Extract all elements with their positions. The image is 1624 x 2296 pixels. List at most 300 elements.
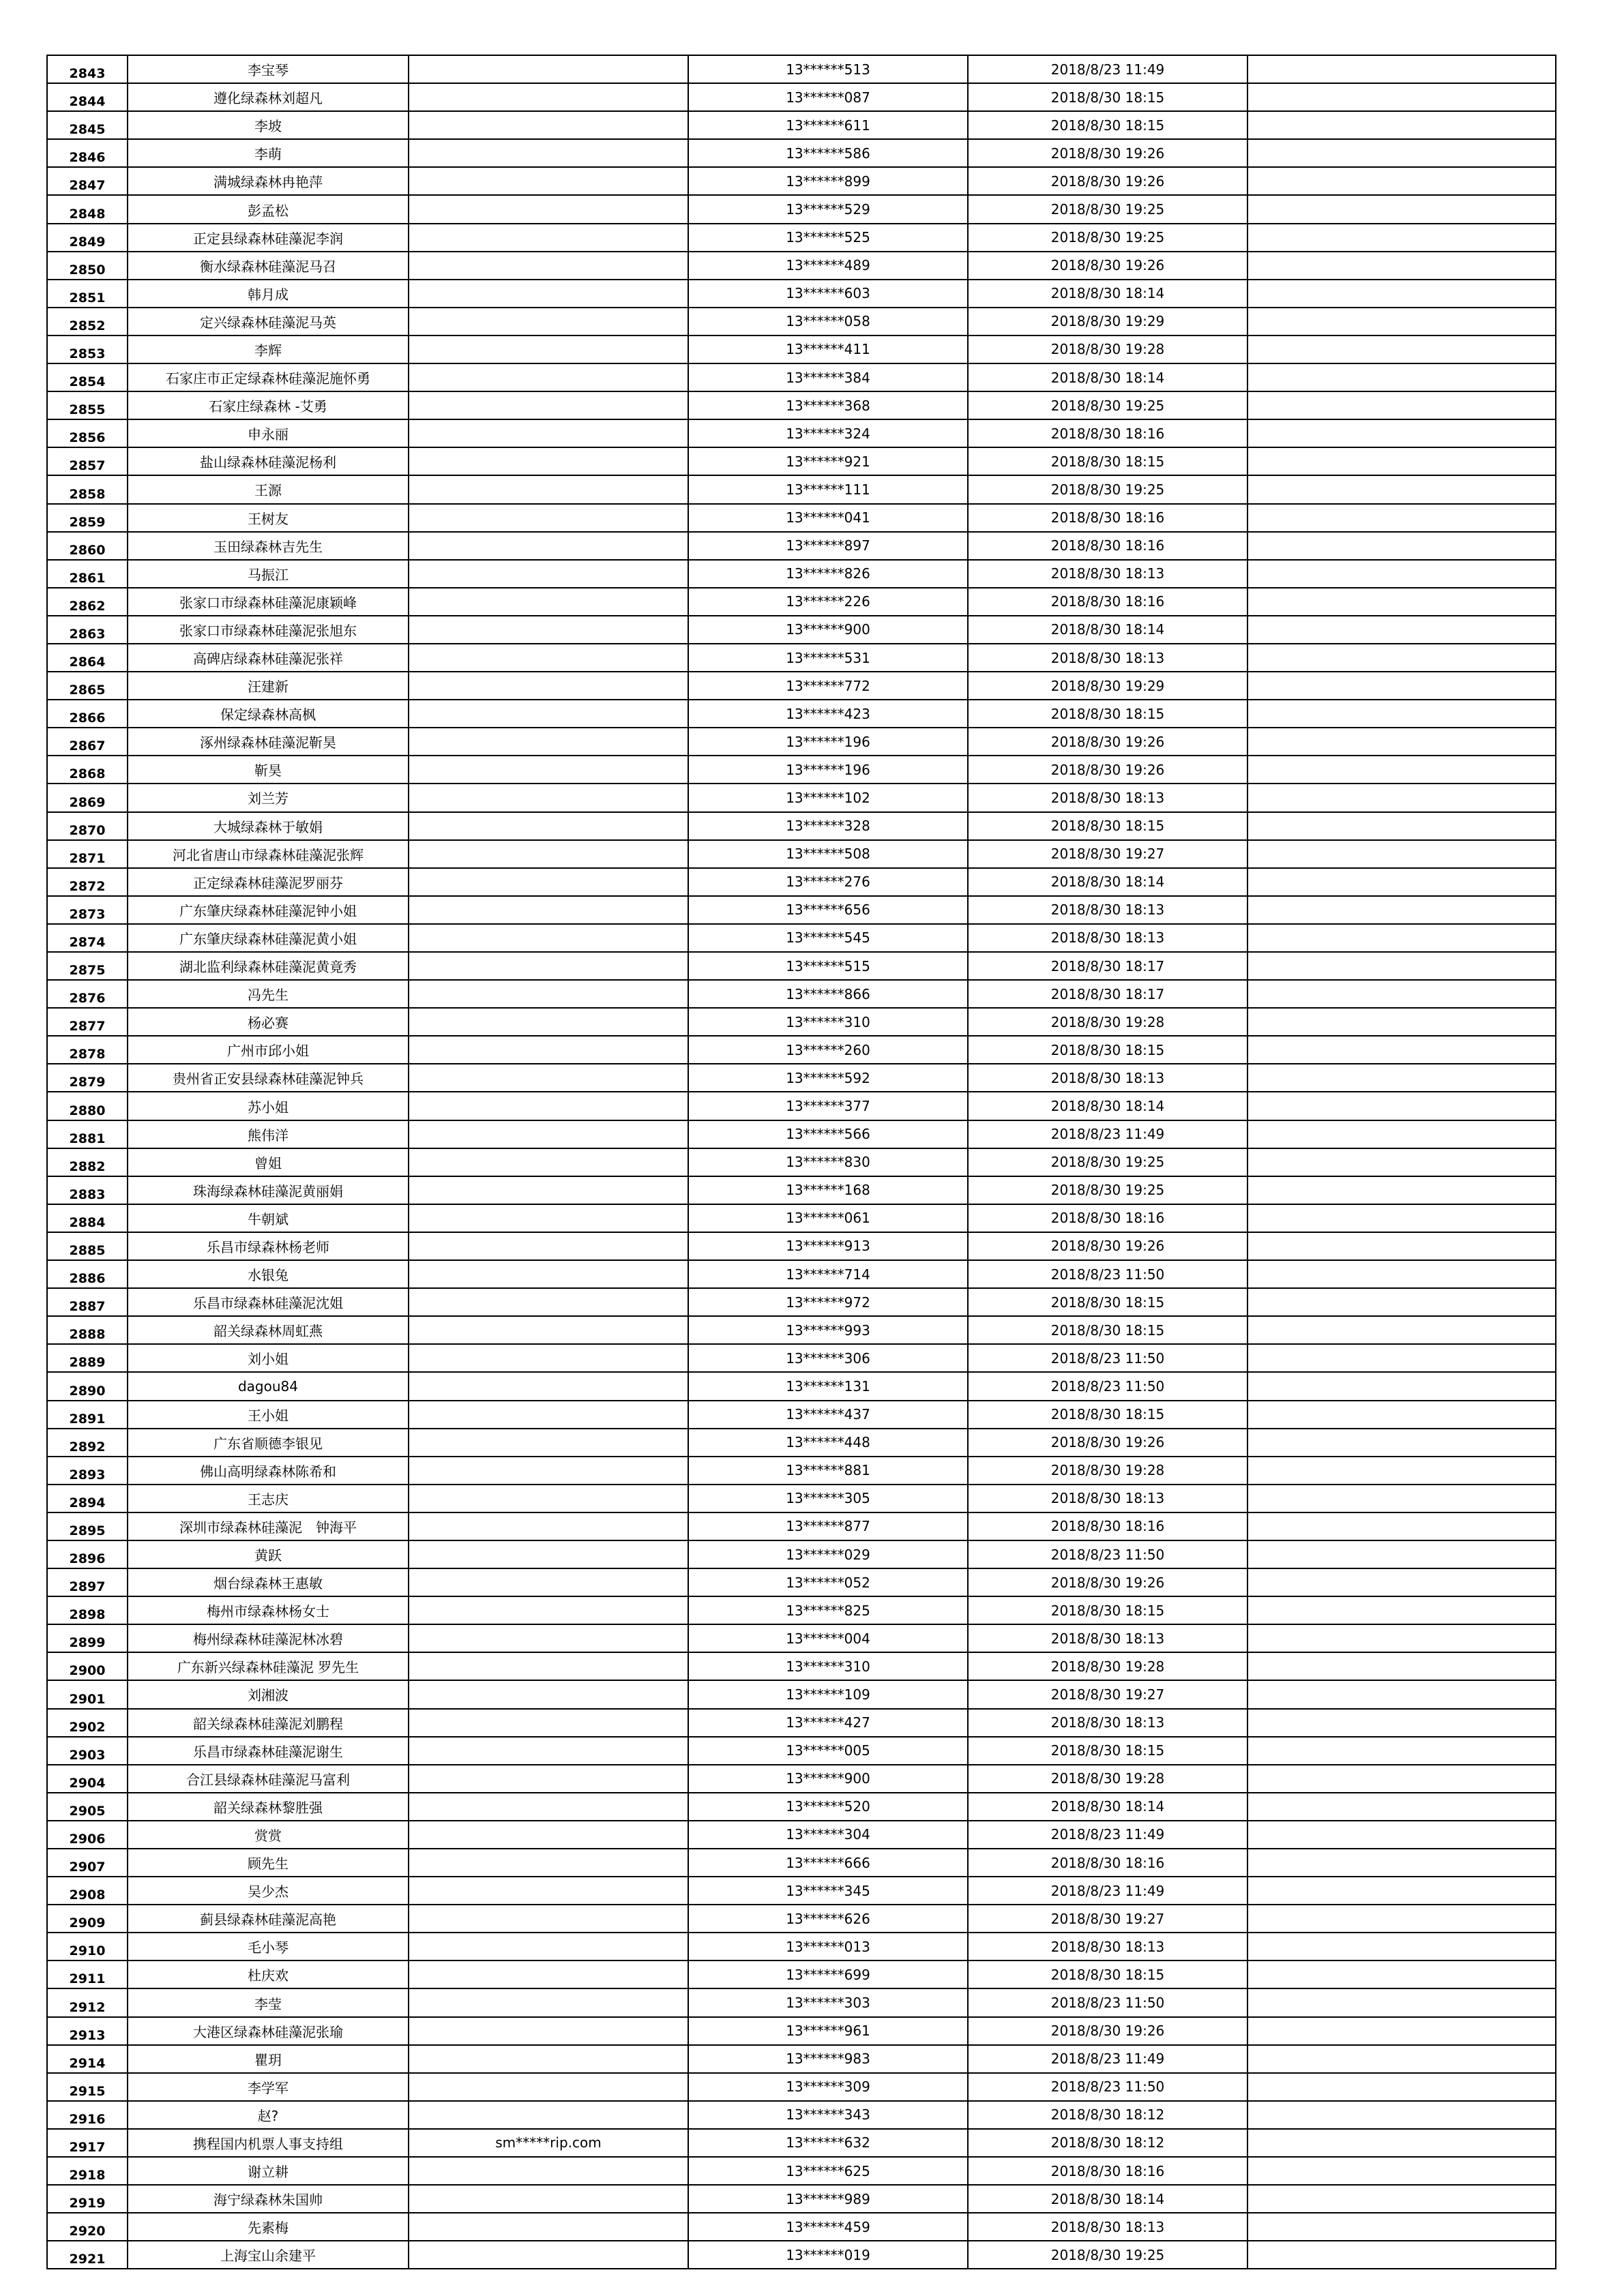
cell-extra <box>1247 2101 1556 2129</box>
cell-time: 2018/8/30 19:29 <box>968 672 1247 700</box>
cell-email <box>409 1821 688 1849</box>
cell-time: 2018/8/30 18:16 <box>968 1204 1247 1232</box>
cell-email <box>409 896 688 924</box>
cell-phone: 13******545 <box>688 924 968 952</box>
cell-phone: 13******826 <box>688 560 968 588</box>
cell-email <box>409 475 688 503</box>
cell-no: 2871 <box>47 840 128 868</box>
cell-no: 2856 <box>47 419 128 447</box>
cell-name: 珠海绿森林硅藻泥黄丽娟 <box>128 1176 409 1204</box>
cell-time: 2018/8/30 18:13 <box>968 560 1247 588</box>
cell-name: 赏赏 <box>128 1821 409 1849</box>
cell-time: 2018/8/30 19:25 <box>968 391 1247 419</box>
cell-time: 2018/8/30 19:26 <box>968 1232 1247 1260</box>
cell-no: 2890 <box>47 1372 128 1400</box>
cell-extra <box>1247 812 1556 840</box>
cell-email <box>409 504 688 532</box>
cell-phone: 13******993 <box>688 1316 968 1344</box>
cell-no: 2859 <box>47 504 128 532</box>
cell-email <box>409 1401 688 1429</box>
cell-email <box>409 756 688 784</box>
table-row <box>47 83 1556 111</box>
cell-extra <box>1247 2129 1556 2157</box>
cell-no: 2912 <box>47 1988 128 2016</box>
table-row <box>47 1372 1556 1400</box>
cell-no: 2895 <box>47 1512 128 1540</box>
cell-no: 2886 <box>47 1260 128 1288</box>
table-row <box>47 280 1556 308</box>
table-row <box>47 2213 1556 2241</box>
cell-name: 高碑店绿森林硅藻泥张祥 <box>128 644 409 672</box>
cell-name: 张家口市绿森林硅藻泥张旭东 <box>128 616 409 644</box>
cell-email <box>409 2045 688 2073</box>
table-row <box>47 1933 1556 1960</box>
cell-time: 2018/8/30 18:15 <box>968 1316 1247 1344</box>
cell-time: 2018/8/30 18:14 <box>968 363 1247 391</box>
cell-extra <box>1247 1232 1556 1260</box>
table-row <box>47 980 1556 1008</box>
table-row <box>47 2045 1556 2073</box>
cell-no: 2910 <box>47 1933 128 1960</box>
cell-extra <box>1247 756 1556 784</box>
cell-phone: 13******899 <box>688 167 968 195</box>
cell-extra <box>1247 447 1556 475</box>
cell-no: 2896 <box>47 1540 128 1568</box>
table-row <box>47 1568 1556 1596</box>
table-row <box>47 672 1556 700</box>
cell-email <box>409 1148 688 1176</box>
cell-email <box>409 139 688 167</box>
cell-phone: 13******825 <box>688 1596 968 1624</box>
cell-name: 黄跃 <box>128 1540 409 1568</box>
cell-name: 遵化绿森林刘超凡 <box>128 83 409 111</box>
cell-email <box>409 1176 688 1204</box>
cell-no: 2879 <box>47 1064 128 1092</box>
cell-no: 2882 <box>47 1148 128 1176</box>
table-row <box>47 2129 1556 2157</box>
cell-phone: 13******276 <box>688 868 968 896</box>
cell-time: 2018/8/23 11:49 <box>968 1821 1247 1849</box>
cell-extra <box>1247 1064 1556 1092</box>
cell-email <box>409 616 688 644</box>
cell-name: 王树友 <box>128 504 409 532</box>
cell-time: 2018/8/30 19:28 <box>968 336 1247 363</box>
cell-time: 2018/8/30 19:26 <box>968 252 1247 280</box>
cell-phone: 13******411 <box>688 336 968 363</box>
cell-name: 携程国内机票人事支持组 <box>128 2129 409 2157</box>
cell-extra <box>1247 419 1556 447</box>
cell-extra <box>1247 784 1556 811</box>
cell-email <box>409 812 688 840</box>
cell-phone: 13******772 <box>688 672 968 700</box>
cell-email <box>409 1260 688 1288</box>
cell-extra <box>1247 1709 1556 1737</box>
cell-phone: 13******489 <box>688 252 968 280</box>
cell-no: 2847 <box>47 167 128 195</box>
cell-extra <box>1247 1737 1556 1765</box>
cell-no: 2878 <box>47 1036 128 1064</box>
cell-phone: 13******656 <box>688 896 968 924</box>
cell-name: 上海宝山余建平 <box>128 2241 409 2269</box>
cell-phone: 13******900 <box>688 616 968 644</box>
cell-email <box>409 1316 688 1344</box>
cell-phone: 13******603 <box>688 280 968 308</box>
cell-email <box>409 1485 688 1512</box>
cell-time: 2018/8/23 11:50 <box>968 1344 1247 1372</box>
cell-phone: 13******029 <box>688 1540 968 1568</box>
cell-phone: 13******019 <box>688 2241 968 2269</box>
table-row <box>47 2157 1556 2185</box>
cell-phone: 13******913 <box>688 1232 968 1260</box>
table-row <box>47 55 1556 83</box>
cell-email <box>409 588 688 616</box>
cell-no: 2905 <box>47 1793 128 1821</box>
cell-email <box>409 2241 688 2269</box>
cell-name: 海宁绿森林朱国帅 <box>128 2185 409 2213</box>
cell-extra <box>1247 1148 1556 1176</box>
cell-time: 2018/8/30 18:13 <box>968 784 1247 811</box>
cell-email <box>409 363 688 391</box>
cell-phone: 13******531 <box>688 644 968 672</box>
cell-no: 2848 <box>47 195 128 223</box>
cell-extra <box>1247 616 1556 644</box>
cell-email <box>409 195 688 223</box>
cell-time: 2018/8/23 11:50 <box>968 1988 1247 2016</box>
cell-no: 2920 <box>47 2213 128 2241</box>
cell-name: 盐山绿森林硅藻泥杨利 <box>128 447 409 475</box>
table-row <box>47 2073 1556 2101</box>
cell-phone: 13******866 <box>688 980 968 1008</box>
table-row <box>47 2185 1556 2213</box>
cell-email <box>409 1596 688 1624</box>
table-row <box>47 2241 1556 2269</box>
cell-time: 2018/8/23 11:50 <box>968 1540 1247 1568</box>
cell-extra <box>1247 195 1556 223</box>
cell-email <box>409 280 688 308</box>
cell-name: 涿州绿森林硅藻泥靳昊 <box>128 728 409 756</box>
cell-extra <box>1247 1793 1556 1821</box>
cell-name: 吴少杰 <box>128 1877 409 1905</box>
cell-phone: 13******714 <box>688 1260 968 1288</box>
cell-time: 2018/8/30 18:14 <box>968 280 1247 308</box>
cell-time: 2018/8/30 18:14 <box>968 2185 1247 2213</box>
cell-no: 2858 <box>47 475 128 503</box>
cell-name: 广东肇庆绿森林硅藻泥黄小姐 <box>128 924 409 952</box>
cell-time: 2018/8/30 19:29 <box>968 308 1247 336</box>
cell-time: 2018/8/30 18:15 <box>968 700 1247 728</box>
cell-time: 2018/8/30 19:25 <box>968 1148 1247 1176</box>
table-row <box>47 1036 1556 1064</box>
cell-no: 2915 <box>47 2073 128 2101</box>
cell-name: 牛朝斌 <box>128 1204 409 1232</box>
cell-phone: 13******168 <box>688 1176 968 1204</box>
cell-extra <box>1247 336 1556 363</box>
table-row <box>47 167 1556 195</box>
cell-extra <box>1247 83 1556 111</box>
cell-extra <box>1247 588 1556 616</box>
cell-extra <box>1247 1765 1556 1793</box>
table-row <box>47 2101 1556 2129</box>
cell-time: 2018/8/30 18:16 <box>968 1512 1247 1540</box>
cell-email <box>409 2073 688 2101</box>
cell-email <box>409 1680 688 1708</box>
cell-email <box>409 924 688 952</box>
cell-extra <box>1247 224 1556 252</box>
cell-name: 石家庄绿森林 -艾勇 <box>128 391 409 419</box>
cell-no: 2861 <box>47 560 128 588</box>
cell-name: 石家庄市正定绿森林硅藻泥施怀勇 <box>128 363 409 391</box>
cell-no: 2900 <box>47 1652 128 1680</box>
cell-phone: 13******102 <box>688 784 968 811</box>
cell-name: 王志庆 <box>128 1485 409 1512</box>
cell-extra <box>1247 1652 1556 1680</box>
cell-time: 2018/8/30 18:16 <box>968 2157 1247 2185</box>
table-row <box>47 1737 1556 1765</box>
cell-no: 2869 <box>47 784 128 811</box>
cell-no: 2904 <box>47 1765 128 1793</box>
cell-time: 2018/8/30 18:14 <box>968 1092 1247 1120</box>
cell-phone: 13******058 <box>688 308 968 336</box>
cell-no: 2901 <box>47 1680 128 1708</box>
cell-extra <box>1247 1344 1556 1372</box>
cell-name: 广东肇庆绿森林硅藻泥钟小姐 <box>128 896 409 924</box>
table-row <box>47 1960 1556 1988</box>
table-row <box>47 588 1556 616</box>
cell-time: 2018/8/30 18:13 <box>968 1064 1247 1092</box>
table-row <box>47 1232 1556 1260</box>
cell-time: 2018/8/30 19:26 <box>968 167 1247 195</box>
table-row <box>47 1624 1556 1652</box>
cell-phone: 13******384 <box>688 363 968 391</box>
table-row <box>47 1176 1556 1204</box>
cell-time: 2018/8/30 18:16 <box>968 532 1247 560</box>
cell-name: 毛小琴 <box>128 1933 409 1960</box>
cell-extra <box>1247 840 1556 868</box>
table-row <box>47 1316 1556 1344</box>
cell-email <box>409 83 688 111</box>
cell-email <box>409 1877 688 1905</box>
cell-no: 2866 <box>47 700 128 728</box>
cell-email <box>409 1288 688 1316</box>
cell-name: 彭孟松 <box>128 195 409 223</box>
cell-extra <box>1247 1485 1556 1512</box>
cell-phone: 13******310 <box>688 1652 968 1680</box>
cell-time: 2018/8/30 19:26 <box>968 1568 1247 1596</box>
cell-phone: 13******368 <box>688 391 968 419</box>
cell-name: 正定县绿森林硅藻泥李润 <box>128 224 409 252</box>
cell-email <box>409 1232 688 1260</box>
table-row <box>47 1512 1556 1540</box>
cell-time: 2018/8/30 18:14 <box>968 616 1247 644</box>
cell-extra <box>1247 2017 1556 2045</box>
cell-extra <box>1247 1512 1556 1540</box>
cell-no: 2916 <box>47 2101 128 2129</box>
cell-time: 2018/8/30 19:28 <box>968 1765 1247 1793</box>
cell-extra <box>1247 1092 1556 1120</box>
table-row <box>47 1148 1556 1176</box>
cell-name: 先素梅 <box>128 2213 409 2241</box>
cell-email <box>409 560 688 588</box>
cell-no: 2853 <box>47 336 128 363</box>
cell-phone: 13******961 <box>688 2017 968 2045</box>
table-row <box>47 868 1556 896</box>
cell-no: 2875 <box>47 952 128 980</box>
cell-time: 2018/8/30 19:25 <box>968 475 1247 503</box>
cell-phone: 13******520 <box>688 1793 968 1821</box>
cell-no: 2917 <box>47 2129 128 2157</box>
cell-no: 2874 <box>47 924 128 952</box>
cell-time: 2018/8/30 19:28 <box>968 1652 1247 1680</box>
cell-time: 2018/8/30 19:25 <box>968 2241 1247 2269</box>
cell-phone: 13******013 <box>688 1933 968 1960</box>
cell-extra <box>1247 1457 1556 1485</box>
cell-email <box>409 224 688 252</box>
cell-time: 2018/8/30 18:13 <box>968 1485 1247 1512</box>
cell-extra <box>1247 728 1556 756</box>
cell-extra <box>1247 1008 1556 1036</box>
cell-email <box>409 1064 688 1092</box>
cell-extra <box>1247 475 1556 503</box>
cell-name: 大城绿森林于敏娟 <box>128 812 409 840</box>
cell-phone: 13******427 <box>688 1709 968 1737</box>
cell-email <box>409 111 688 139</box>
cell-email <box>409 672 688 700</box>
cell-no: 2892 <box>47 1429 128 1457</box>
cell-name: 熊伟洋 <box>128 1120 409 1148</box>
cell-time: 2018/8/30 18:14 <box>968 1793 1247 1821</box>
cell-name: 衡水绿森林硅藻泥马召 <box>128 252 409 280</box>
cell-phone: 13******529 <box>688 195 968 223</box>
cell-no: 2881 <box>47 1120 128 1148</box>
cell-no: 2843 <box>47 55 128 83</box>
cell-name: 杜庆欢 <box>128 1960 409 1988</box>
cell-email <box>409 1204 688 1232</box>
table-row <box>47 1344 1556 1372</box>
cell-phone: 13******666 <box>688 1849 968 1877</box>
cell-phone: 13******989 <box>688 2185 968 2213</box>
cell-extra <box>1247 504 1556 532</box>
cell-time: 2018/8/30 18:16 <box>968 588 1247 616</box>
cell-name: 乐昌市绿森林硅藻泥谢生 <box>128 1737 409 1765</box>
table-row <box>47 363 1556 391</box>
cell-time: 2018/8/30 18:17 <box>968 952 1247 980</box>
cell-name: 靳昊 <box>128 756 409 784</box>
cell-no: 2845 <box>47 111 128 139</box>
cell-email <box>409 1988 688 2016</box>
cell-no: 2885 <box>47 1232 128 1260</box>
table-row <box>47 139 1556 167</box>
cell-time: 2018/8/30 18:15 <box>968 1401 1247 1429</box>
cell-email <box>409 1905 688 1933</box>
cell-time: 2018/8/23 11:50 <box>968 2073 1247 2101</box>
cell-name: 湖北监利绿森林硅藻泥黄竟秀 <box>128 952 409 980</box>
cell-phone: 13******196 <box>688 728 968 756</box>
cell-no: 2849 <box>47 224 128 252</box>
cell-phone: 13******877 <box>688 1512 968 1540</box>
cell-phone: 13******972 <box>688 1288 968 1316</box>
table-row <box>47 1596 1556 1624</box>
cell-phone: 13******611 <box>688 111 968 139</box>
cell-phone: 13******508 <box>688 840 968 868</box>
cell-time: 2018/8/30 18:15 <box>968 1737 1247 1765</box>
cell-extra <box>1247 700 1556 728</box>
cell-phone: 13******052 <box>688 1568 968 1596</box>
cell-no: 2898 <box>47 1596 128 1624</box>
cell-email <box>409 1933 688 1960</box>
cell-email <box>409 167 688 195</box>
table-row <box>47 1540 1556 1568</box>
cell-email <box>409 1849 688 1877</box>
cell-phone: 13******111 <box>688 475 968 503</box>
cell-extra <box>1247 1372 1556 1400</box>
cell-extra <box>1247 672 1556 700</box>
cell-time: 2018/8/23 11:50 <box>968 1260 1247 1288</box>
cell-email <box>409 1429 688 1457</box>
cell-no: 2865 <box>47 672 128 700</box>
cell-extra <box>1247 1176 1556 1204</box>
cell-extra <box>1247 1933 1556 1960</box>
cell-email <box>409 980 688 1008</box>
cell-extra <box>1247 868 1556 896</box>
cell-phone: 13******324 <box>688 419 968 447</box>
cell-time: 2018/8/30 18:13 <box>968 1933 1247 1960</box>
cell-extra <box>1247 1988 1556 2016</box>
cell-name: 佛山高明绿森林陈希和 <box>128 1457 409 1485</box>
cell-email <box>409 391 688 419</box>
cell-email <box>409 1036 688 1064</box>
cell-no: 2921 <box>47 2241 128 2269</box>
cell-no: 2891 <box>47 1401 128 1429</box>
cell-extra <box>1247 1877 1556 1905</box>
cell-name: 李宝琴 <box>128 55 409 83</box>
cell-extra <box>1247 1568 1556 1596</box>
table-row <box>47 1905 1556 1933</box>
cell-time: 2018/8/30 19:25 <box>968 224 1247 252</box>
cell-name: 乐昌市绿森林硅藻泥沈姐 <box>128 1288 409 1316</box>
cell-name: 苏小姐 <box>128 1092 409 1120</box>
cell-extra <box>1247 1036 1556 1064</box>
cell-no: 2851 <box>47 280 128 308</box>
cell-extra <box>1247 139 1556 167</box>
cell-time: 2018/8/30 19:27 <box>968 840 1247 868</box>
table-body <box>47 55 1556 2269</box>
cell-name: 韶关绿森林黎胜强 <box>128 1793 409 1821</box>
cell-time: 2018/8/30 18:13 <box>968 1624 1247 1652</box>
cell-phone: 13******005 <box>688 1737 968 1765</box>
cell-name: 谢立耕 <box>128 2157 409 2185</box>
cell-no: 2870 <box>47 812 128 840</box>
cell-no: 2846 <box>47 139 128 167</box>
cell-phone: 13******345 <box>688 1877 968 1905</box>
cell-no: 2877 <box>47 1008 128 1036</box>
cell-email <box>409 1540 688 1568</box>
cell-phone: 13******625 <box>688 2157 968 2185</box>
cell-name: 烟台绿森林王惠敏 <box>128 1568 409 1596</box>
cell-email <box>409 700 688 728</box>
table-row <box>47 1485 1556 1512</box>
cell-name: 贵州省正安县绿森林硅藻泥钟兵 <box>128 1064 409 1092</box>
cell-name: 瞿玥 <box>128 2045 409 2073</box>
cell-email <box>409 2213 688 2241</box>
cell-extra <box>1247 363 1556 391</box>
cell-email <box>409 1372 688 1400</box>
cell-phone: 13******061 <box>688 1204 968 1232</box>
cell-no: 2860 <box>47 532 128 560</box>
cell-email <box>409 1457 688 1485</box>
cell-extra <box>1247 55 1556 83</box>
table-row <box>47 2017 1556 2045</box>
cell-time: 2018/8/30 18:14 <box>968 868 1247 896</box>
